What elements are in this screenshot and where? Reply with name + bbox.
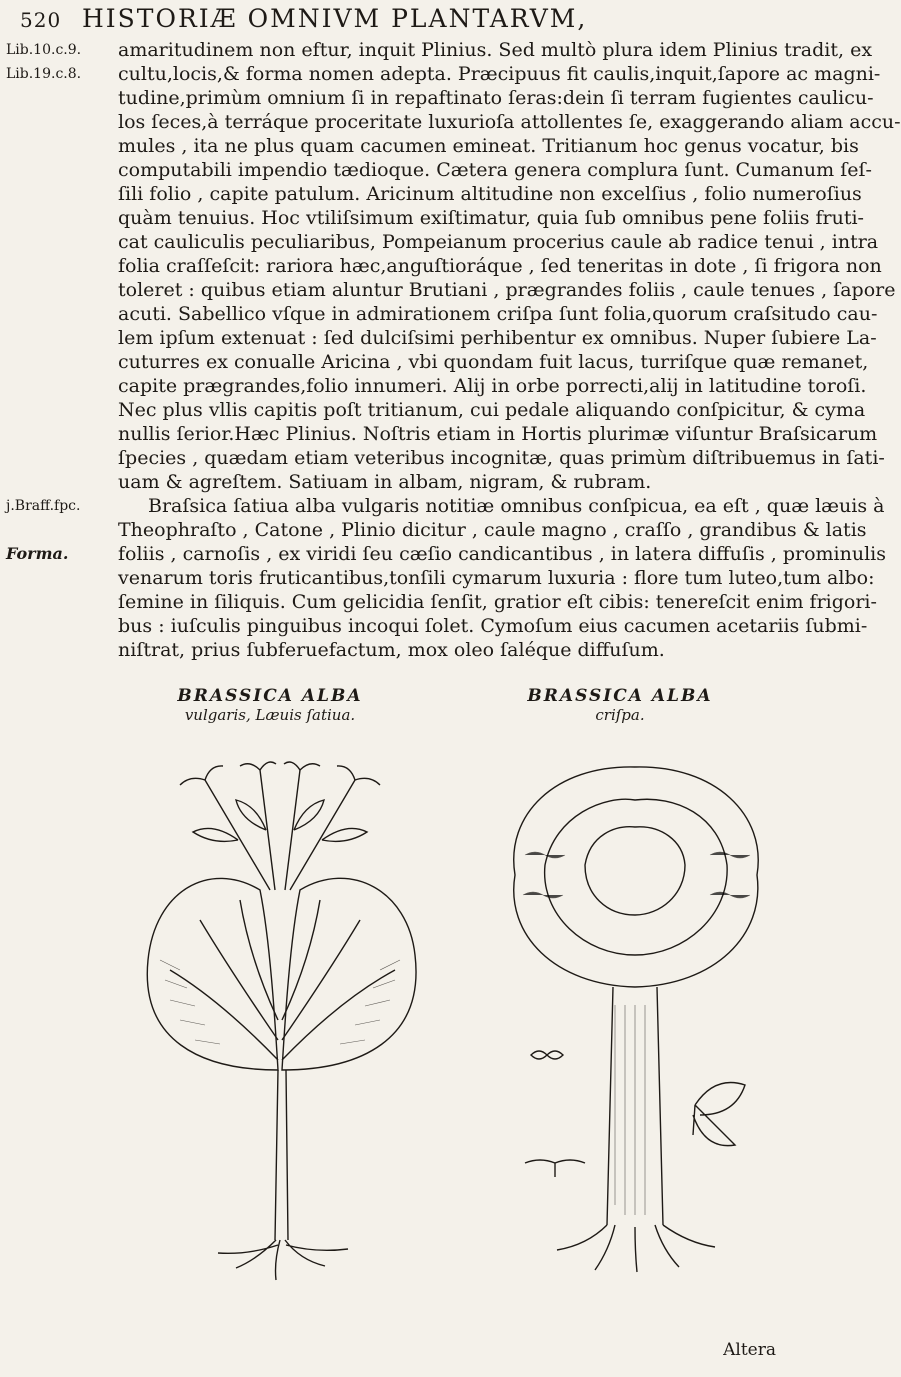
text-line: cuturres ex conualle Aricina , vbi quondam fuit lacus, turriſque quæ remanet,	[118, 351, 869, 373]
margin-note: Forma.	[6, 544, 69, 563]
text-line: lem ipſum extenuat : ſed dulciſsimi perhibentur ex omnibus. Nuper ſubiere La-	[118, 327, 877, 349]
text-line: los ſeces,à terráque proceritate luxurioſa attollentes ſe, exaggerando aliam accu-	[118, 111, 901, 133]
margin-note: Lib.10.c.9.	[6, 42, 82, 58]
text-line: tudine,primùm omnium ſi in repaftinato ſeras:dein ſi terram fugientes caulicu-	[118, 87, 874, 109]
figure-title: BRASSICA ALBA	[177, 686, 363, 706]
figure-caption-left	[120, 686, 420, 724]
woodcut-brassica-crispa	[495, 755, 775, 1295]
margin-note: Lib.19.c.8.	[6, 66, 82, 82]
text-line: foliis , carnoſis , ex viridi ſeu cæſio candicantibus , in latera diffuſis , prominulis	[118, 543, 886, 565]
running-head: HISTORIÆ OMNIVM PLANTARVM,	[82, 4, 588, 33]
text-line: Theophraſto , Catone , Plinio dicitur , caule magno , craſſo , grandibus & latis	[118, 519, 867, 541]
text-line: niſtrat, prius ſubferuefactum, mox oleo ſaléque diffuſum.	[118, 639, 665, 661]
text-line: ſili folio , capite patulum. Aricinum altitudine non excelſius , folio numeroſius	[118, 183, 862, 205]
text-line: ſemine in ſiliquis. Cum gelicidia ſenſit, gratior eſt cibis: tenereſcit enim frigori-	[118, 591, 877, 613]
figure-caption-right	[470, 686, 770, 724]
woodcut-brassica-vulgaris	[110, 740, 450, 1290]
text-line: venarum toris fruticantibus,tonſili cymarum luxuria : flore tum luteo,tum albo:	[118, 567, 875, 589]
text-line: quàm tenuius. Hoc vtiliſsimum exiſtimatur, quia ſub omnibus pene foliis fruti-	[118, 207, 864, 229]
margin-note: j.Braff.fpc.	[6, 498, 81, 514]
text-line: nullis ſerior.Hæc Plinius. Noſtris etiam in Hortis plurimæ viſuntur Braſsicarum	[118, 423, 878, 445]
text-line: toleret : quibus etiam aluntur Brutiani , prægrandes foliis , caule tenues , ſapore	[118, 279, 896, 301]
text-line: uam & agreſtem. Satiuam in albam, nigram, & rubram.	[118, 471, 652, 493]
text-line: Braſsica ſatiua alba vulgaris notitiæ omnibus conſpicua, ea eſt , quæ læuis à	[148, 495, 885, 517]
figure-subtitle: criſpa.	[595, 706, 645, 724]
catchword: Altera	[723, 1340, 776, 1360]
text-line: mules , ita ne plus quam cacumen emineat. Tritianum hoc genus vocatur, bis	[118, 135, 859, 157]
page-header	[20, 4, 780, 36]
text-line: folia craſſeſcit: rariora hæc,anguſtioráque , ſed teneritas in dote , ſi frigora non	[118, 255, 882, 277]
figure-title: BRASSICA ALBA	[527, 686, 713, 706]
text-line: computabili impendio tædioque. Cætera genera complura ſunt. Cumanum ſeſ-	[118, 159, 872, 181]
text-line: cultu,locis,& forma nomen adepta. Præcipuus fit caulis,inquit,ſapore ac magni-	[118, 63, 881, 85]
text-line: cat cauliculis peculiaribus, Pompeianum procerius caule ab radice tenui , intra	[118, 231, 879, 253]
text-line: capite prægrandes,folio innumeri. Alij in orbe porrecti,alij in latitudine toroſi.	[118, 375, 867, 397]
folio-number: 520	[20, 8, 62, 32]
text-line: acuti. Sabellico vſque in admirationem criſpa ſunt folia,quorum craſsitudo cau-	[118, 303, 878, 325]
text-line: bus : iuſculis pinguibus incoqui ſolet. Cymoſum eius cacumen acetariis ſubmi-	[118, 615, 868, 637]
text-line: Nec plus vllis capitis poſt tritianum, cui pedale aliquando conſpicitur, & cyma	[118, 399, 866, 421]
text-line: ſpecies , quædam etiam veteribus incognitæ, quas primùm diſtribuemus in ſati-	[118, 447, 885, 469]
text-line: amaritudinem non eftur, inquit Plinius. Sed multò plura idem Plinius tradit, ex	[118, 39, 873, 61]
figure-subtitle: vulgaris, Læuis ſatiua.	[184, 706, 356, 724]
